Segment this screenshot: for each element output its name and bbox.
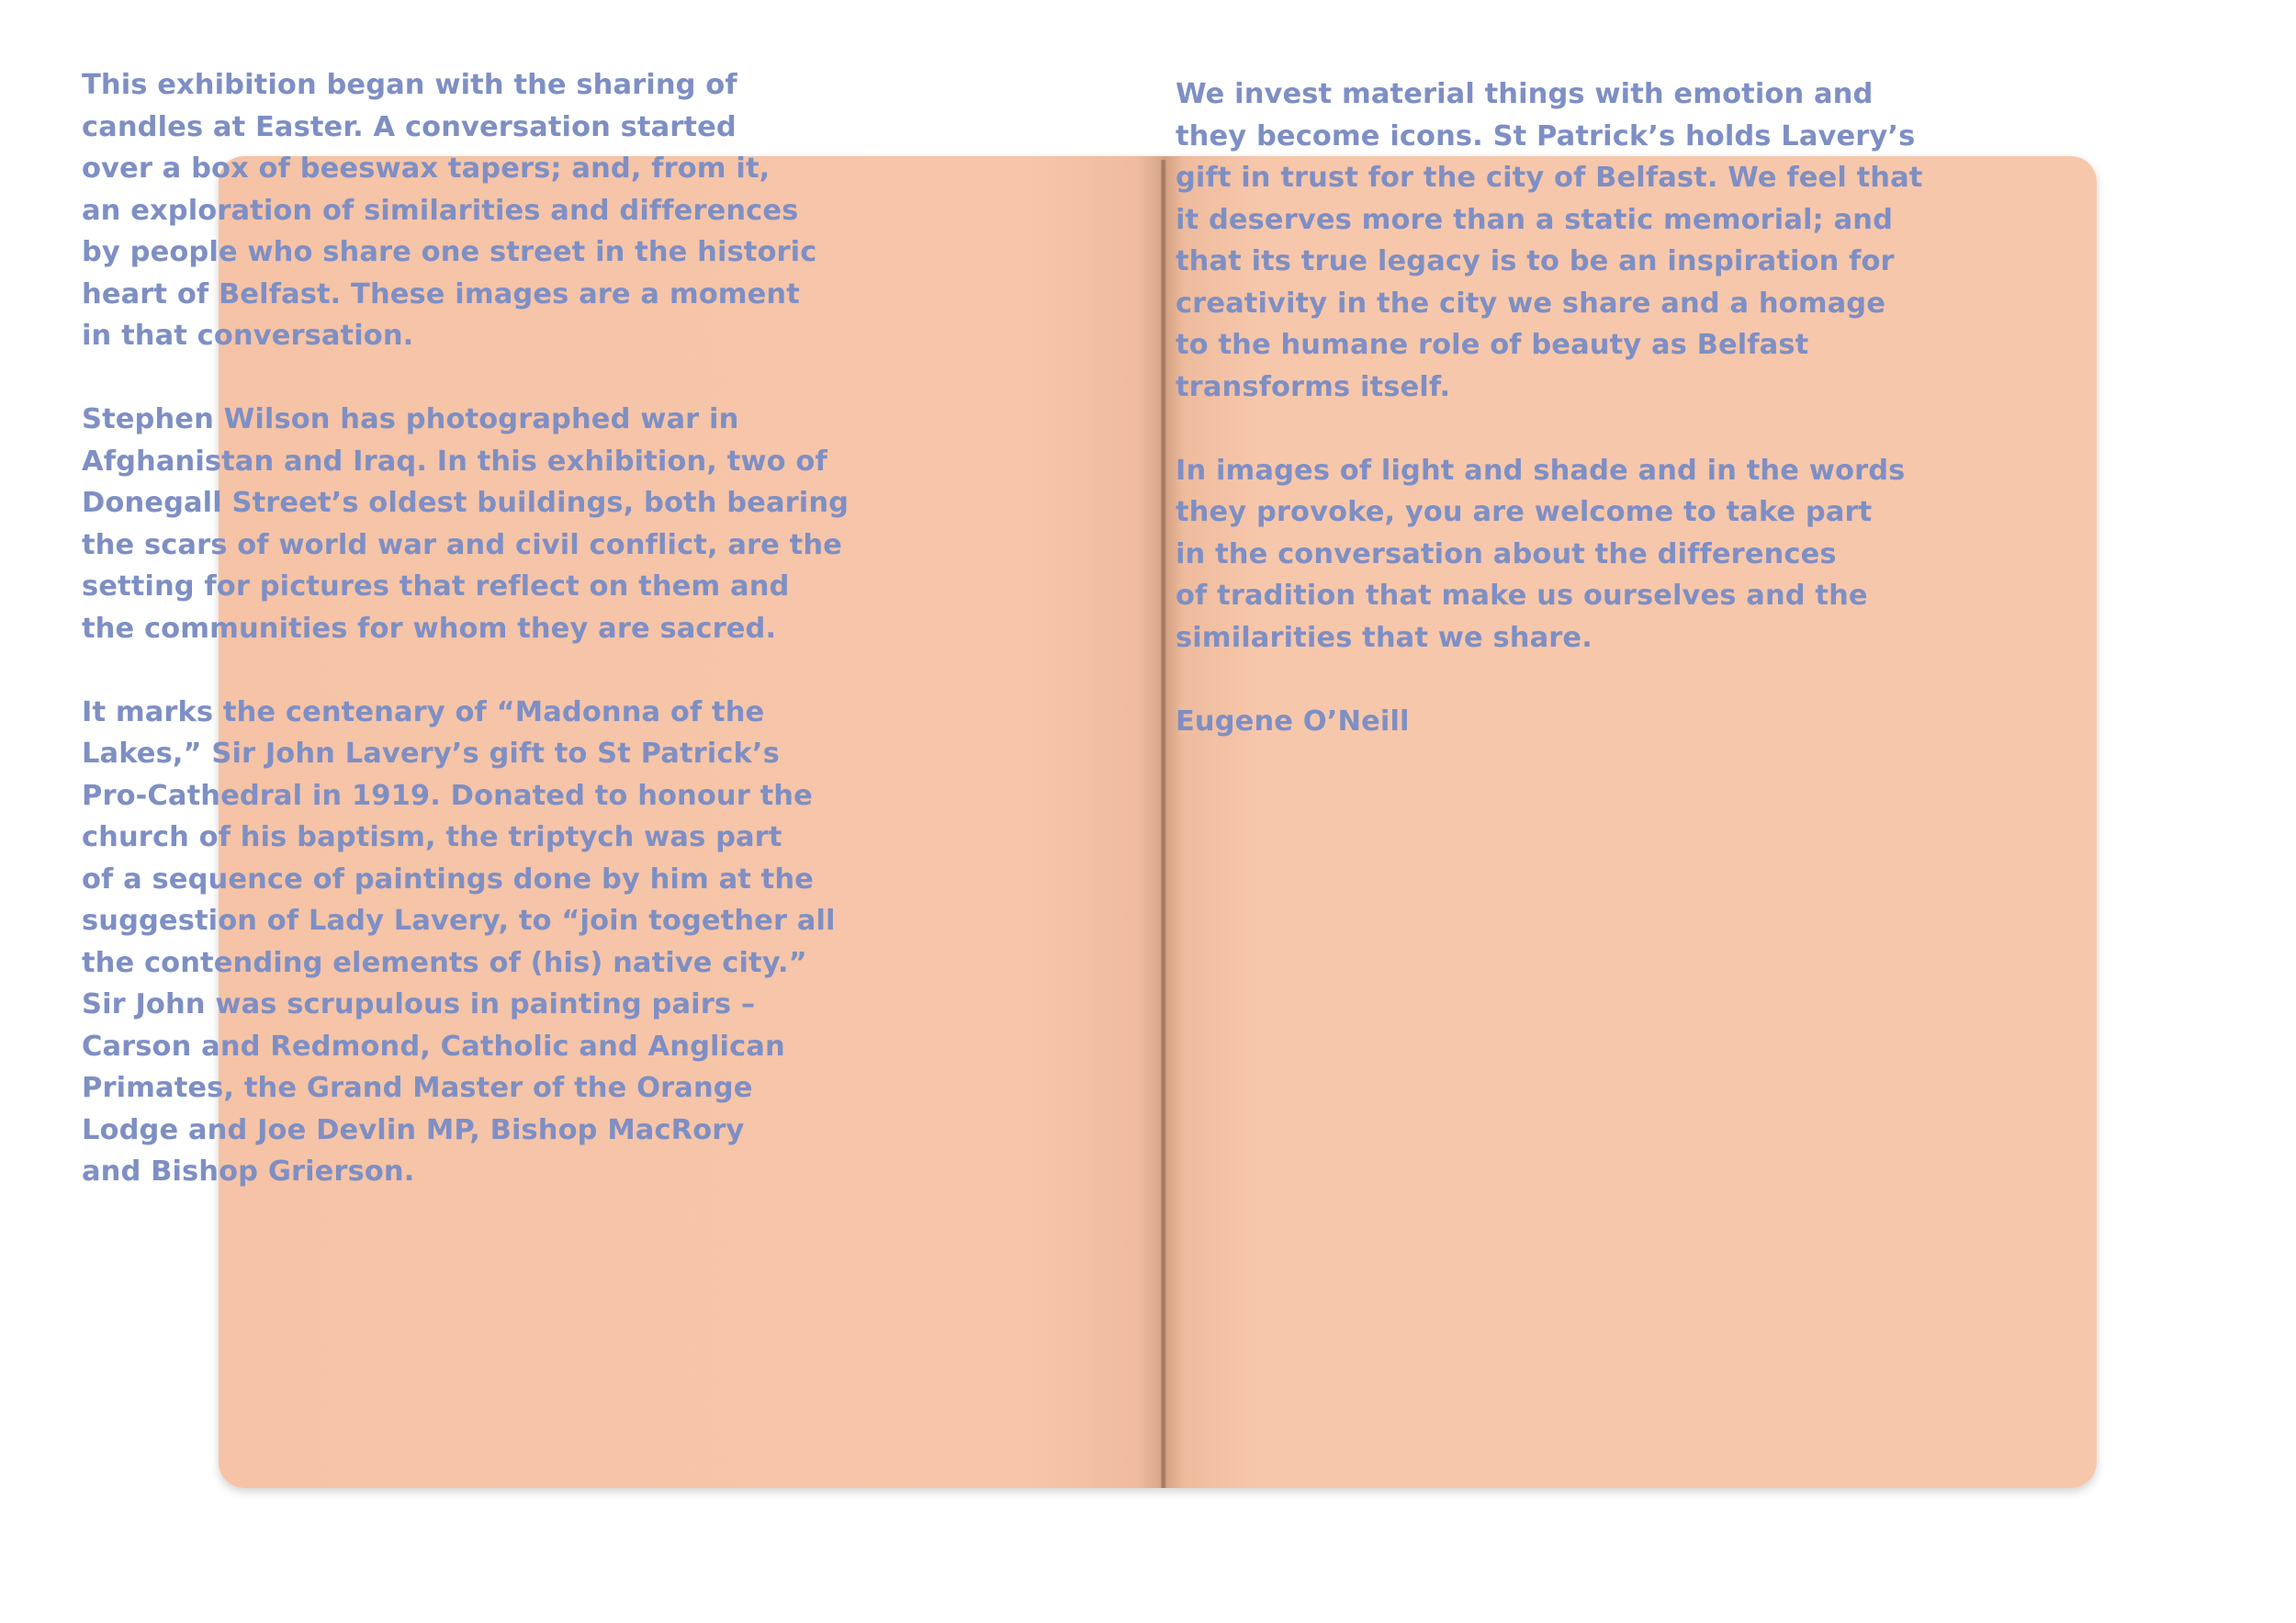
text-line: Afghanistan and Iraq. In this exhibition, two of <box>82 445 827 478</box>
text-line: in the conversation about the differences <box>1176 537 1837 570</box>
left-page-text <box>82 64 849 1234</box>
text-line: an exploration of similarities and differences <box>82 194 799 227</box>
booklet-spine <box>1161 160 1166 1488</box>
left-paragraph-3 <box>82 692 849 1193</box>
text-line: of a sequence of paintings done by him at the <box>82 862 814 896</box>
text-line: they provoke, you are welcome to take part <box>1176 496 1873 528</box>
right-paragraph-2 <box>1176 450 1922 659</box>
text-line: to the humane role of beauty as Belfast <box>1176 329 1809 361</box>
text-line: creativity in the city we share and a homage <box>1176 287 1886 320</box>
text-line: transforms itself. <box>1176 370 1451 403</box>
text-line: heart of Belfast. These images are a moment <box>82 277 800 310</box>
text-line: the contending elements of (his) native city.” <box>82 946 807 979</box>
text-line: in that conversation. <box>82 320 414 352</box>
author-signature <box>1176 701 1922 743</box>
text-line: the communities for whom they are sacred. <box>82 612 777 645</box>
text-line: Lodge and Joe Devlin MP, Bishop MacRory <box>82 1113 745 1146</box>
left-paragraph-2 <box>82 399 849 649</box>
text-line: and Bishop Grierson. <box>82 1155 415 1188</box>
left-paragraph-1 <box>82 64 849 357</box>
right-paragraph-1 <box>1176 73 1922 408</box>
text-line: over a box of beeswax tapers; and, from it, <box>82 152 771 185</box>
text-line: Pro-Cathedral in 1919. Donated to honour the <box>82 779 813 812</box>
text-line: Lakes,” Sir John Lavery’s gift to St Patrick’s <box>82 738 780 770</box>
text-line: Sir John was scrupulous in painting pairs – <box>82 988 756 1020</box>
text-line: suggestion of Lady Lavery, to “join together all <box>82 905 836 937</box>
text-line: the scars of world war and civil conflict, are the <box>82 528 842 561</box>
author-name: Eugene O’Neill <box>1176 704 1410 738</box>
text-line: This exhibition began with the sharing of <box>82 69 737 101</box>
text-line: similarities that we share. <box>1176 621 1593 654</box>
text-line: by people who share one street in the historic <box>82 236 817 268</box>
text-line: gift in trust for the city of Belfast. We feel that <box>1176 162 1923 194</box>
text-line: Stephen Wilson has photographed war in <box>82 403 739 435</box>
text-line: In images of light and shade and in the words <box>1176 454 1906 487</box>
text-line: We invest material things with emotion and <box>1176 78 1874 110</box>
right-page-text <box>1176 73 1922 784</box>
text-line: It marks the centenary of “Madonna of the <box>82 695 765 728</box>
text-line: Primates, the Grand Master of the Orange <box>82 1072 753 1104</box>
text-line: they become icons. St Patrick’s holds Lavery’s <box>1176 119 1916 152</box>
text-line: Carson and Redmond, Catholic and Anglican <box>82 1030 785 1063</box>
text-line: church of his baptism, the triptych was part <box>82 821 782 853</box>
text-line: setting for pictures that reflect on them and <box>82 570 790 603</box>
text-line: of tradition that make us ourselves and the <box>1176 580 1868 612</box>
text-line: Donegall Street’s oldest buildings, both bearing <box>82 487 850 519</box>
text-line: candles at Easter. A conversation started <box>82 110 737 143</box>
text-line: it deserves more than a static memorial; and <box>1176 203 1894 236</box>
text-line: that its true legacy is to be an inspiration for <box>1176 245 1895 277</box>
